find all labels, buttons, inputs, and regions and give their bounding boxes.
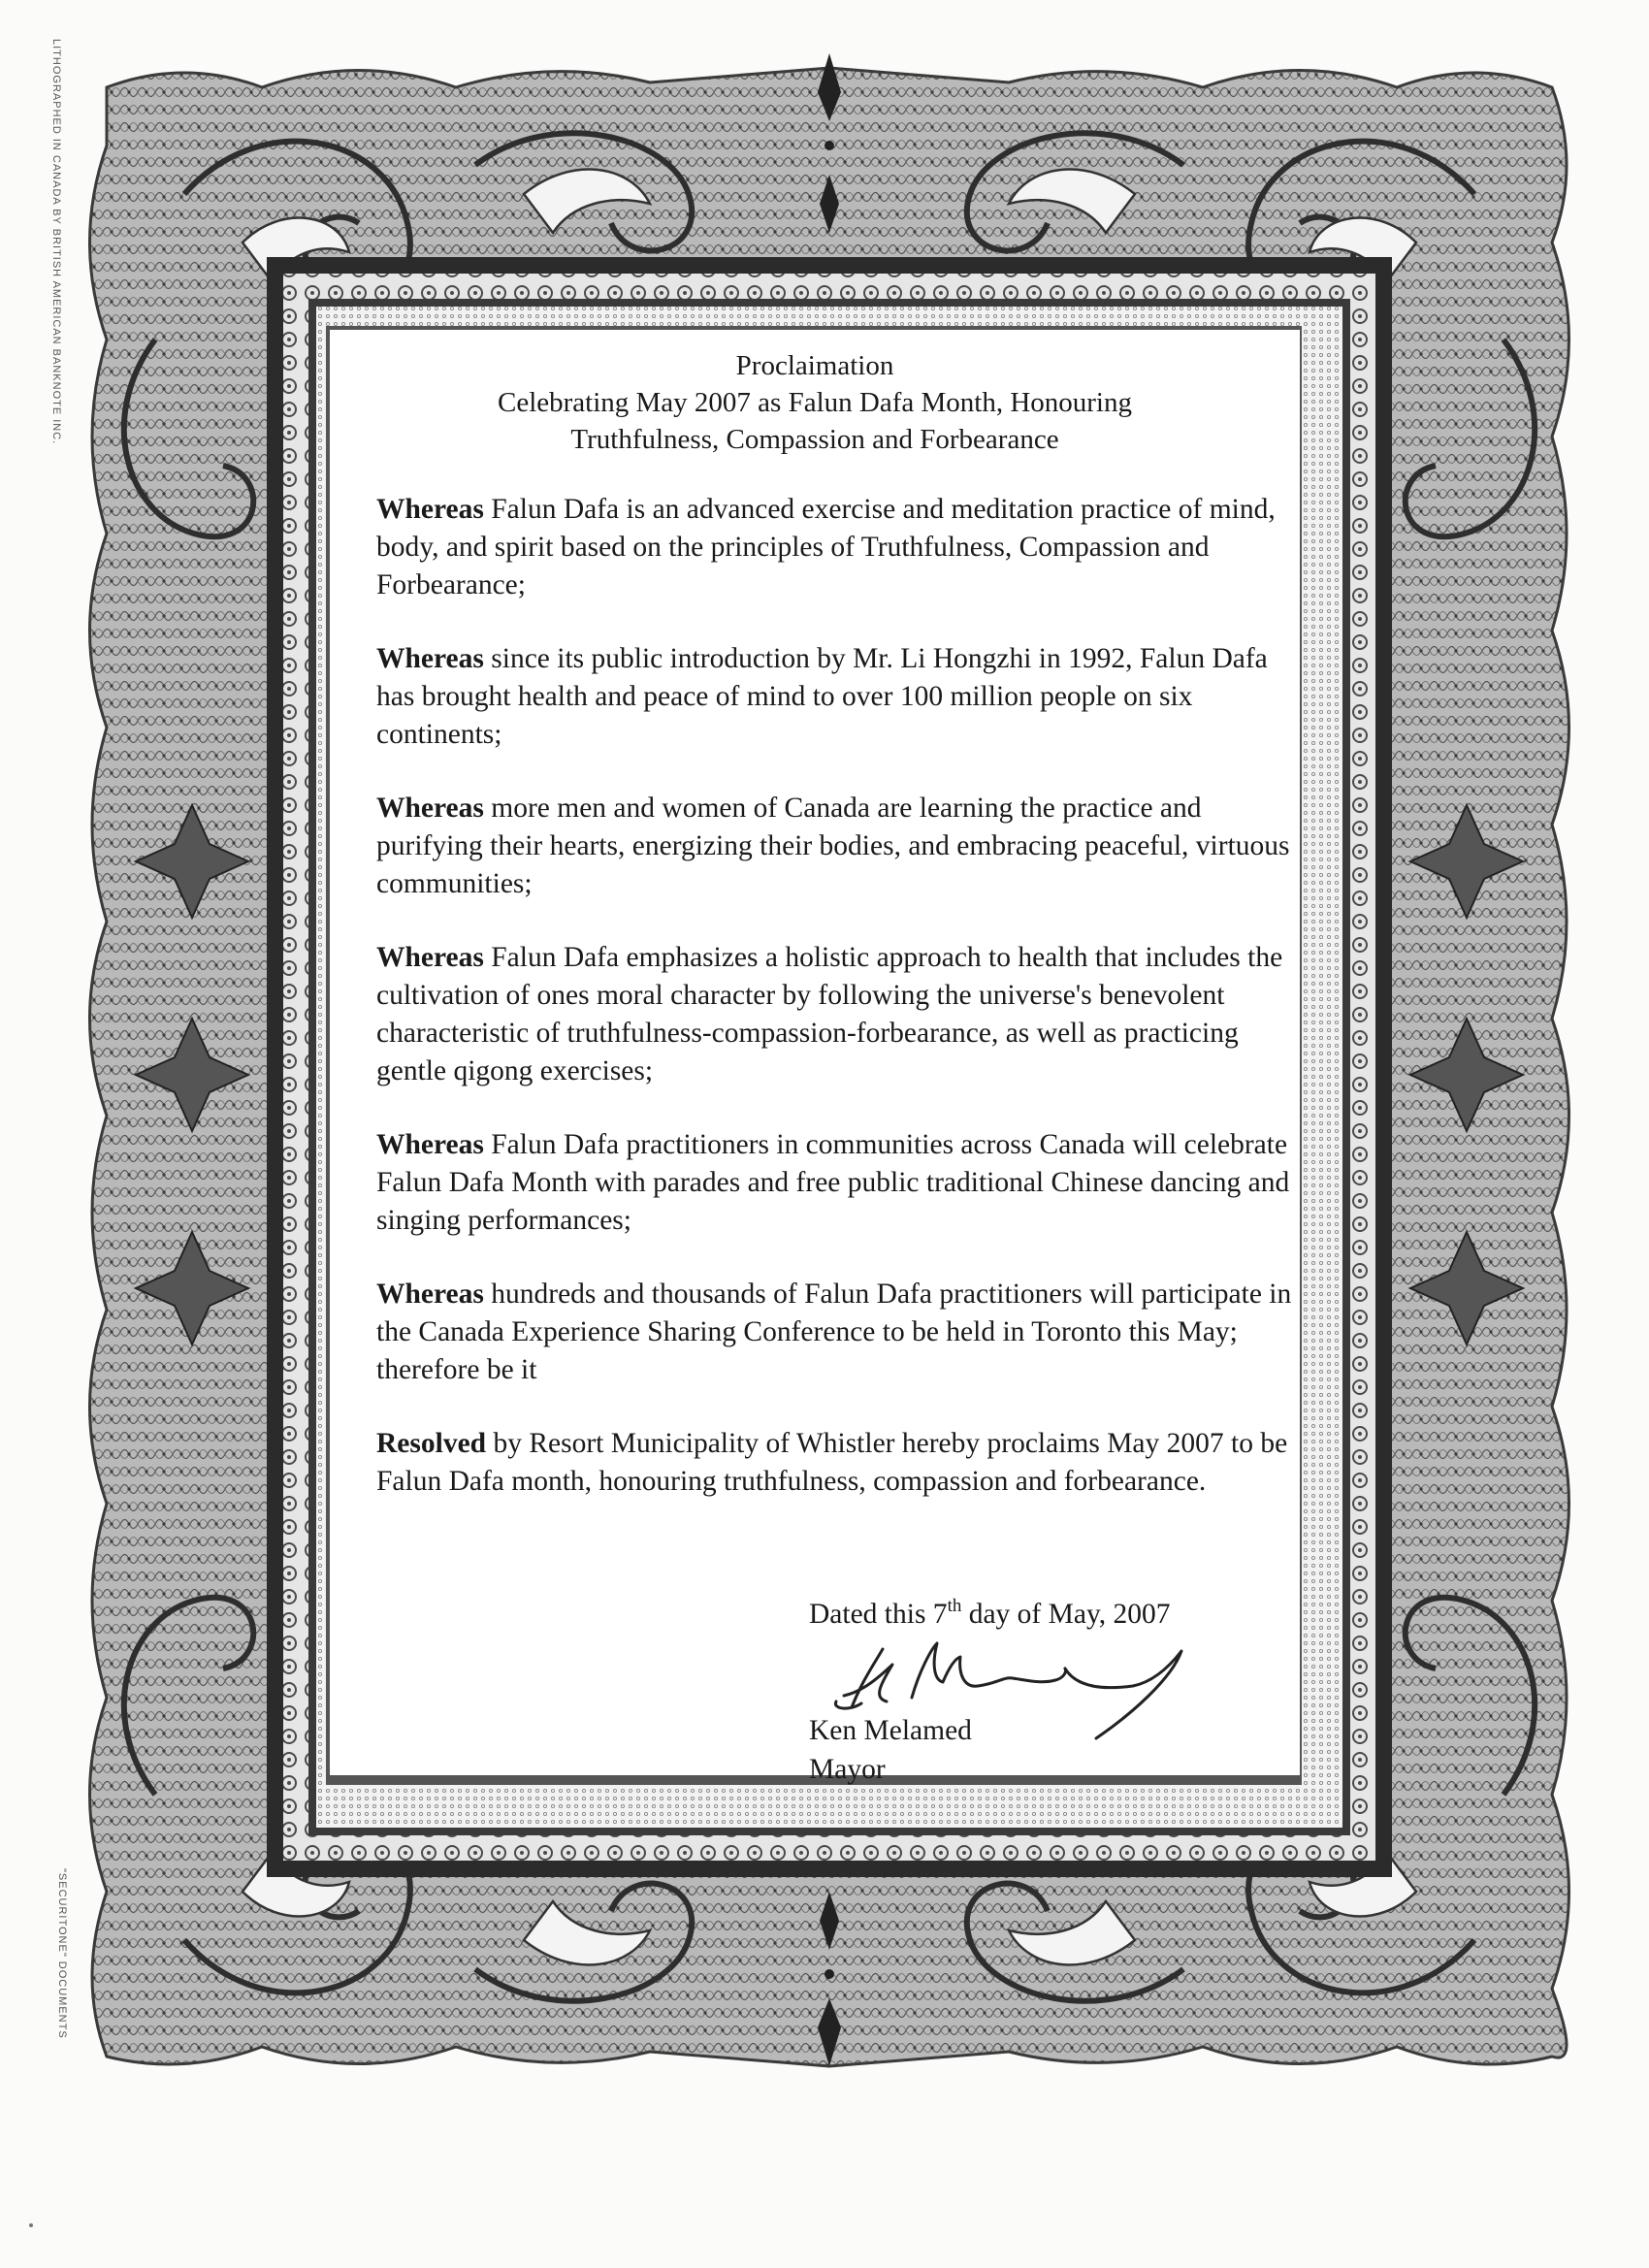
clause-text: more men and women of Canada are learning the practice and purifying their hearts, energizing their bodies, and embracing peaceful, virtuous communities;: [376, 793, 1290, 899]
clause-text: Falun Dafa is an advanced exercise and meditation practice of mind, body, and spirit based on the principles of Truthfulness, Compassion and Forbearance;: [376, 494, 1276, 600]
clause-keyword: Whereas: [376, 494, 484, 525]
clause-text: hundreds and thousands of Falun Dafa practitioners will participate in the Canada Experience Sharing Conference to be held in Toronto this May; therefore be it: [376, 1279, 1292, 1385]
clause-keyword: Whereas: [376, 1279, 484, 1310]
dated-ordinal: th: [947, 1596, 962, 1616]
clause-5: [376, 1126, 1308, 1240]
clause-3: [376, 790, 1308, 903]
dated-line: [809, 1597, 1171, 1632]
signer-name: Ken Melamed: [809, 1715, 972, 1746]
subtitle-line-2: Truthfulness, Compassion and Forbearance: [570, 424, 1059, 455]
margin-speck: [29, 2223, 33, 2227]
clause-text: Falun Dafa emphasizes a holistic approach to health that includes the cultivation of ones moral character by following the universe's benevolent characteristic of truthfulness-compassion-forbearance, as well as practicing gentle qigong exercises;: [376, 942, 1283, 1086]
clause-6: [376, 1276, 1308, 1389]
dated-suffix: day of May, 2007: [961, 1599, 1171, 1630]
clause-text: since its public introduction by Mr. Li Hongzhi in 1992, Falun Dafa has brought health and peace of mind to over 100 million people on six continents;: [376, 643, 1268, 750]
proclamation-body: [376, 491, 1308, 1537]
clause-resolved: [376, 1425, 1308, 1501]
dated-prefix: Dated this 7: [809, 1599, 948, 1630]
clause-keyword: Whereas: [376, 793, 484, 824]
clause-keyword: Whereas: [376, 1129, 484, 1160]
clause-1: [376, 491, 1308, 604]
signer-block: [809, 1711, 972, 1789]
clause-keyword: Whereas: [376, 942, 484, 973]
page-title: Proclaimation: [735, 350, 894, 381]
clause-text: by Resort Municipality of Whistler hereby proclaims May 2007 to be Falun Dafa month, honouring truthfulness, compassion and forbearance.: [376, 1428, 1288, 1497]
signer-title: Mayor: [809, 1754, 886, 1785]
subtitle-line-1: Celebrating May 2007 as Falun Dafa Month, Honouring: [497, 387, 1132, 418]
clause-4: [376, 939, 1308, 1090]
clause-text: Falun Dafa practitioners in communities across Canada will celebrate Falun Dafa Month with parades and free public traditional Chinese dancing and singing performances;: [376, 1129, 1290, 1236]
clause-keyword: Whereas: [376, 643, 484, 674]
clause-keyword: Resolved: [376, 1428, 487, 1459]
clause-2: [376, 640, 1308, 754]
margin-print-bottom: "SECURITONE" DOCUMENTS: [56, 1868, 68, 2039]
title-block: [330, 347, 1300, 458]
margin-print-top: LITHOGRAPHED IN CANADA BY BRITISH AMERICAN BANKNOTE INC.: [50, 39, 62, 445]
